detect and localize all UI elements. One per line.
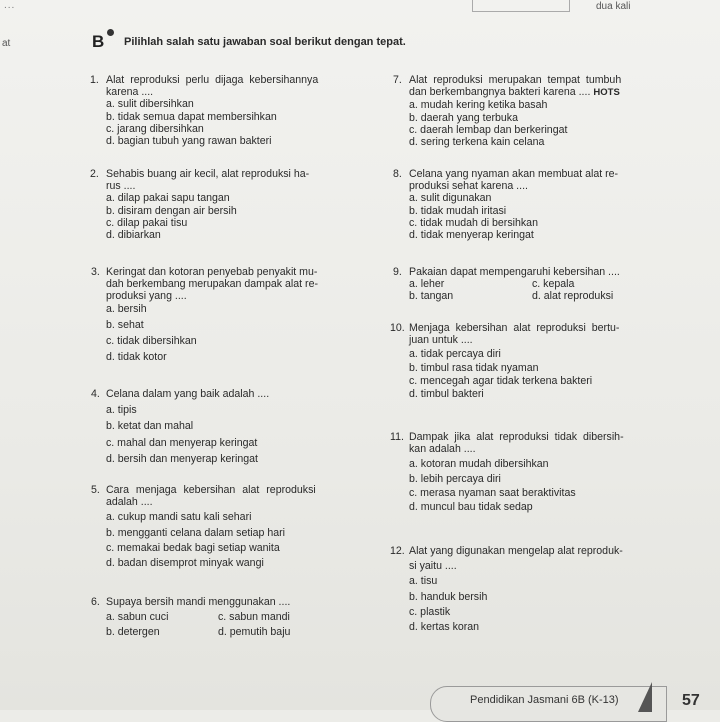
option-b[interactable]: b. ketat dan mahal: [106, 420, 194, 433]
question-stem: Supaya bersih mandi menggunakan ....: [106, 596, 291, 608]
question-number: 11.: [390, 431, 404, 443]
question-number: 12.: [390, 545, 405, 557]
question-12: [390, 545, 623, 634]
footer-divider: [638, 682, 652, 712]
option-c[interactable]: c. memakai bedak bagi setiap wanita: [106, 541, 280, 554]
option-d[interactable]: d. muncul bau tidak sedap: [409, 501, 533, 514]
question-stem: dah berkembang merupakan dampak alat re-: [106, 278, 318, 291]
option-d[interactable]: d. sering terkena kain celana: [409, 136, 545, 149]
question-stem: Keringat dan kotoran penyebab penyakit mu-: [106, 266, 318, 278]
option-a[interactable]: a. leher: [409, 278, 445, 291]
option-a[interactable]: a. sulit dibersihkan: [106, 98, 194, 111]
option-a[interactable]: a. bersih: [106, 302, 147, 315]
question-stem: Alat reproduksi perlu dijaga kebersihannya: [106, 74, 319, 86]
option-d[interactable]: d. kertas koran: [409, 621, 480, 634]
option-c[interactable]: c. dilap pakai tisu: [106, 216, 188, 229]
option-d[interactable]: d. timbul bakteri: [409, 388, 484, 401]
option-c[interactable]: c. tidak dibersihkan: [106, 335, 197, 348]
question-10: [390, 322, 620, 401]
page-number: 57: [682, 692, 700, 709]
question-stem: produksi yang ....: [106, 290, 187, 303]
question-stem: Alat reproduksi merupakan tempat tumbuh: [409, 74, 622, 86]
option-d[interactable]: d. tidak menyerap keringat: [409, 229, 534, 242]
question-number: 3.: [91, 266, 100, 278]
question-stem: Alat yang digunakan mengelap alat reproduk-: [409, 545, 623, 557]
option-c[interactable]: c. mencegah agar tidak terkena bakteri: [409, 374, 593, 387]
top-dots: ...: [4, 0, 16, 11]
option-d[interactable]: d. badan disemprot minyak wangi: [106, 557, 264, 570]
question-number: 9.: [393, 266, 402, 278]
top-strip: [0, 0, 720, 16]
question-stem: Celana dalam yang baik adalah ....: [106, 388, 270, 400]
option-b[interactable]: b. tangan: [409, 290, 454, 303]
top-label: dua kali: [596, 1, 631, 12]
question-stem: Menjaga kebersihan alat reproduksi bertu-: [409, 322, 620, 334]
option-b[interactable]: b. disiram dengan air bersih: [106, 204, 237, 217]
question-stem: Dampak jika alat reproduksi tidak dibersih-: [409, 431, 624, 443]
question-number: 2.: [90, 168, 99, 180]
question-5: [91, 484, 316, 569]
option-a[interactable]: a. dilap pakai sapu tangan: [106, 192, 230, 205]
option-a[interactable]: a. tisu: [409, 575, 438, 588]
question-number: 6.: [91, 596, 100, 608]
option-c[interactable]: c. jarang dibersihkan: [106, 122, 204, 135]
option-b[interactable]: b. tidak semua dapat membersihkan: [106, 110, 277, 123]
option-a[interactable]: a. tidak percaya diri: [409, 348, 501, 361]
book-title: Pendidikan Jasmani 6B (K-13): [470, 694, 619, 706]
option-a[interactable]: a. sabun cuci: [106, 611, 169, 624]
question-stem: karena ....: [106, 86, 154, 99]
question-number: 1.: [90, 74, 99, 86]
question-stem: produksi sehat karena ....: [409, 180, 528, 193]
question-2: [90, 168, 310, 242]
option-c[interactable]: c. kepala: [532, 278, 575, 291]
question-stem: Sehabis buang air kecil, alat reproduksi ha-: [106, 168, 310, 180]
page-footer: [430, 676, 700, 710]
margin-fragment: at: [2, 38, 11, 49]
option-a[interactable]: a. sulit digunakan: [409, 192, 492, 205]
option-a[interactable]: a. mudah kering ketika basah: [409, 99, 548, 112]
question-stem: Cara menjaga kebersihan alat reproduksi: [106, 484, 316, 496]
question-7: [393, 74, 622, 149]
option-c[interactable]: c. tidak mudah di bersihkan: [409, 216, 538, 229]
question-6: [91, 596, 290, 639]
option-c[interactable]: c. daerah lembap dan berkeringat: [409, 123, 568, 136]
option-a[interactable]: a. cukup mandi satu kali sehari: [106, 511, 252, 524]
option-c[interactable]: c. merasa nyaman saat beraktivitas: [409, 486, 576, 499]
question-number: 4.: [91, 388, 100, 400]
option-b[interactable]: b. detergen: [106, 626, 160, 639]
option-d[interactable]: d. dibiarkan: [106, 229, 161, 242]
question-number: 8.: [393, 168, 402, 180]
question-number: 10.: [390, 322, 405, 334]
option-d[interactable]: d. bersih dan menyerap keringat: [106, 452, 258, 465]
option-a[interactable]: a. tipis: [106, 404, 137, 417]
option-b[interactable]: b. handuk bersih: [409, 590, 488, 603]
question-1: [90, 74, 319, 148]
question-9: [393, 266, 620, 303]
option-a[interactable]: a. kotoran mudah dibersihkan: [409, 458, 549, 471]
question-stem: adalah ....: [106, 496, 153, 509]
question-stem: juan untuk ....: [409, 334, 473, 347]
question-4: [91, 388, 269, 465]
question-stem: rus ....: [106, 180, 136, 193]
question-stem: si yaitu ....: [409, 560, 457, 573]
question-number: 7.: [393, 74, 402, 86]
option-c[interactable]: c. plastik: [409, 605, 451, 618]
option-b[interactable]: b. timbul rasa tidak nyaman: [409, 361, 539, 374]
question-stem: Celana yang nyaman akan membuat alat re-: [409, 168, 619, 180]
question-number: 5.: [91, 484, 100, 496]
option-d[interactable]: d. bagian tubuh yang rawan bakteri: [106, 135, 272, 148]
question-3: [91, 266, 318, 363]
option-c[interactable]: c. mahal dan menyerap keringat: [106, 436, 258, 449]
section-instruction: Pilihlah salah satu jawaban soal berikut dengan tepat.: [124, 36, 406, 48]
section-letter: B: [92, 32, 105, 51]
option-d[interactable]: d. tidak kotor: [106, 351, 167, 364]
question-stem: kan adalah ....: [409, 443, 476, 456]
option-b[interactable]: b. sehat: [106, 318, 144, 331]
question-stem: dan berkembangnya bakteri karena ....: [409, 86, 591, 99]
question-11: [390, 431, 624, 514]
option-b[interactable]: b. tidak mudah iritasi: [409, 204, 507, 217]
option-b[interactable]: b. mengganti celana dalam setiap hari: [106, 526, 286, 539]
question-stem: Pakaian dapat mempengaruhi kebersihan ....: [409, 266, 620, 278]
option-b[interactable]: b. daerah yang terbuka: [409, 111, 518, 124]
option-c[interactable]: c. sabun mandi: [218, 611, 290, 624]
question-8: [393, 168, 619, 242]
hots-badge: HOTS: [593, 87, 620, 99]
option-d[interactable]: d. alat reproduksi: [532, 290, 614, 303]
top-box: [472, 0, 570, 12]
option-b[interactable]: b. lebih percaya diri: [409, 472, 501, 485]
option-d[interactable]: d. pemutih baju: [218, 626, 291, 639]
